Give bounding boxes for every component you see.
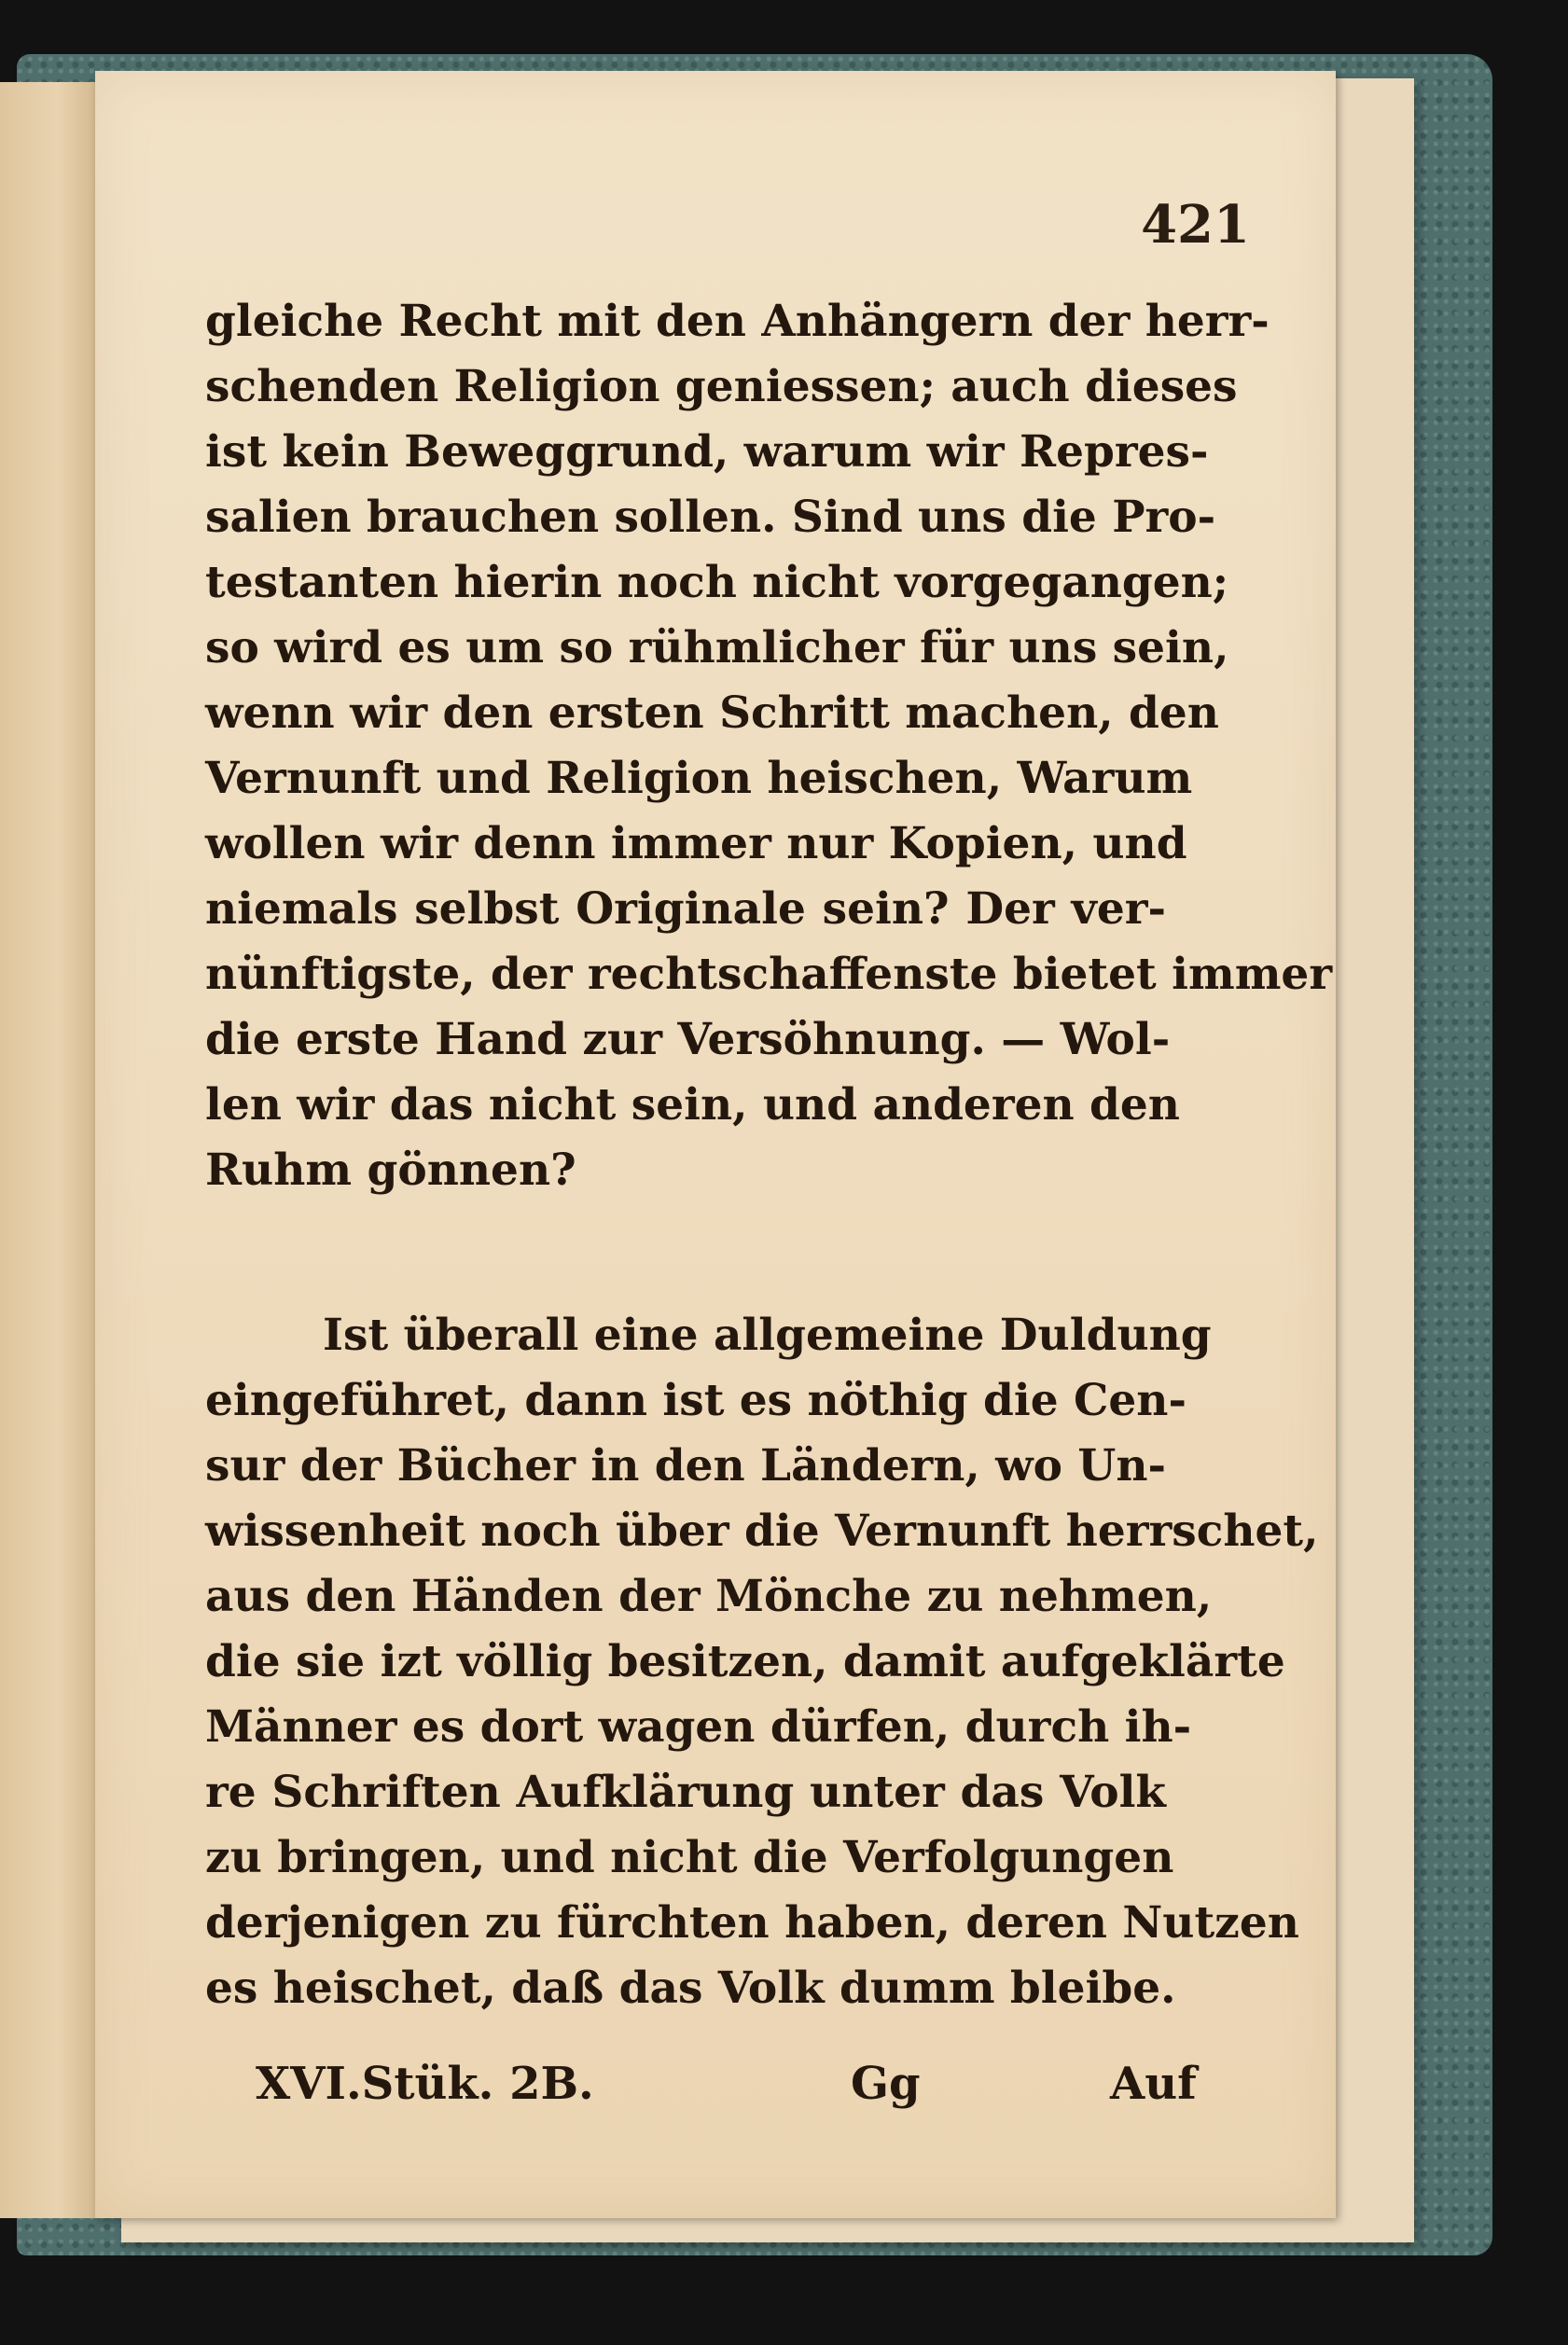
text-line: len wir das nicht sein, und anderen den — [205, 1079, 1180, 1131]
text-line: wissenheit noch über die Vernunft herrschet, — [205, 1506, 1319, 1557]
text-line: wollen wir denn immer nur Kopien, und — [205, 818, 1187, 869]
left-page-edge — [0, 82, 106, 2218]
text-line: die sie izt völlig besitzen, damit aufgeklärte — [205, 1636, 1285, 1687]
text-line: niemals selbst Originale sein? Der ver- — [205, 883, 1166, 935]
text-line: nünftigste, der rechtschaffenste bietet immer — [205, 949, 1333, 1000]
paragraph-gap — [205, 1203, 1166, 1303]
catchword: Auf — [1110, 2058, 1197, 2110]
text-line: Männer es dort wagen dürfen, durch ih- — [205, 1701, 1192, 1753]
text-line: salien brauchen sollen. Sind uns die Pro- — [205, 492, 1216, 543]
text-line: eingeführet, dann ist es nöthig die Cen- — [205, 1375, 1186, 1426]
text-line: Ist überall eine allgemeine Duldung — [323, 1310, 1212, 1361]
body-text — [205, 289, 1333, 2021]
paragraph-2 — [205, 1303, 1319, 2021]
signature-mark: Gg — [851, 2058, 921, 2110]
text-line: gleiche Recht mit den Anhängern der herr- — [205, 296, 1270, 347]
text-line: so wird es um so rühmlicher für uns sein, — [205, 622, 1229, 673]
text-line: Vernunft und Religion heischen, Warum — [205, 753, 1193, 804]
text-line: die erste Hand zur Versöhnung. — Wol- — [205, 1014, 1171, 1065]
text-line: sur der Bücher in den Ländern, wo Un- — [205, 1440, 1166, 1492]
text-line: zu bringen, und nicht die Verfolgungen — [205, 1832, 1174, 1883]
page-number: 421 — [1141, 194, 1250, 256]
text-line: schenden Religion geniessen; auch dieses — [205, 361, 1238, 412]
text-line: wenn wir den ersten Schritt machen, den — [205, 687, 1219, 739]
text-line: ist kein Beweggrund, warum wir Repres- — [205, 426, 1209, 478]
text-line: es heischet, daß das Volk dumm bleibe. — [205, 1963, 1176, 2014]
part-label: XVI.Stük. 2B. — [256, 2058, 594, 2110]
paragraph-1 — [205, 289, 1333, 1203]
text-line: derjenigen zu fürchten haben, deren Nutzen — [205, 1897, 1299, 1949]
text-line: Ruhm gönnen? — [205, 1145, 576, 1196]
text-line: testanten hierin noch nicht vorgegangen; — [205, 557, 1229, 608]
page-footer — [256, 2058, 1197, 2132]
book-page — [95, 71, 1336, 2218]
text-line: re Schriften Aufklärung unter das Volk — [205, 1767, 1166, 1818]
text-line: aus den Händen der Mönche zu nehmen, — [205, 1571, 1213, 1622]
